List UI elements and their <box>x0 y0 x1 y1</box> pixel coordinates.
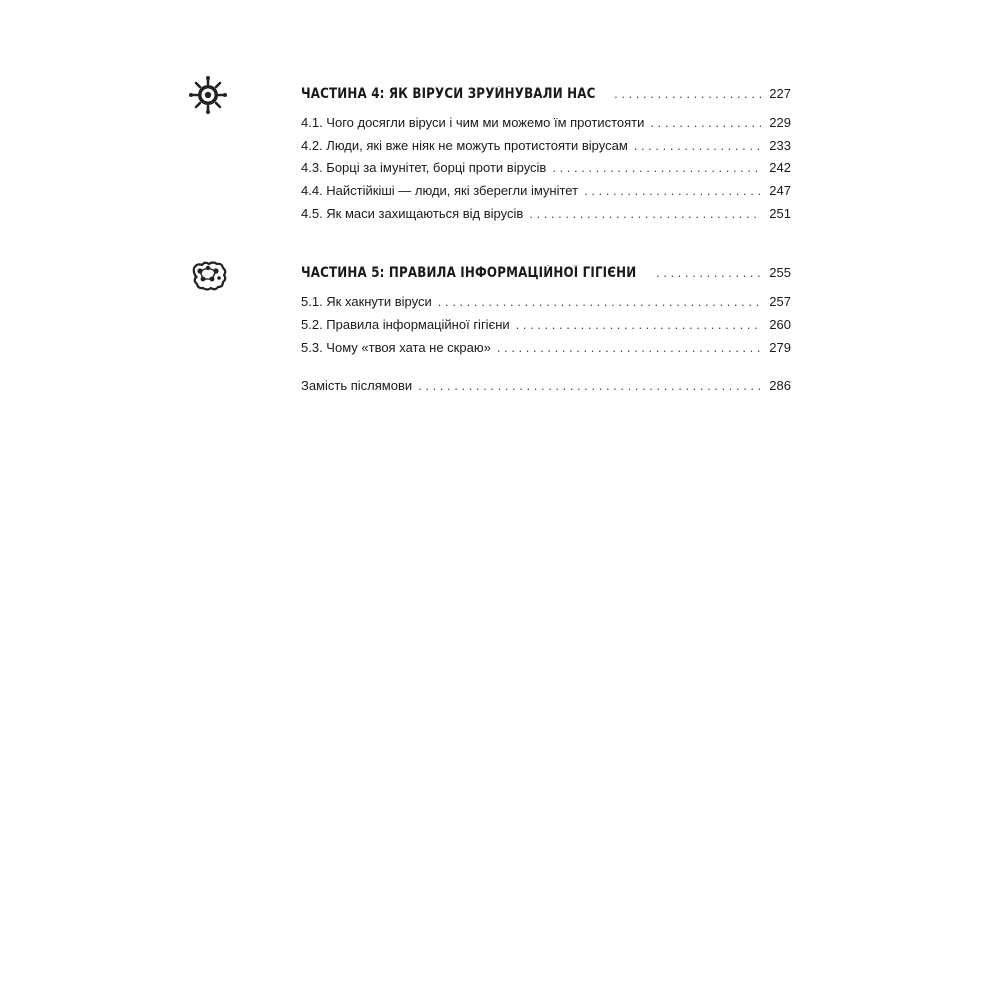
toc-leader-dots <box>438 294 762 309</box>
toc-leader-dots <box>634 138 762 153</box>
toc-afterword <box>301 378 791 393</box>
toc-item-title: 4.1. Чого досягли віруси і чим ми можемо їм протистояти <box>301 115 645 130</box>
toc-leader-dots <box>516 317 762 332</box>
virus-sun-icon <box>188 75 228 115</box>
toc-afterword-title: Замість післямови <box>301 378 413 393</box>
toc-item-title: 5.2. Правила інформаційної гігієни <box>301 317 510 332</box>
virus-cluster-icon <box>188 254 228 294</box>
toc-leader-dots <box>650 115 761 130</box>
toc-heading-title: ЧАСТИНА 4: ЯК ВІРУСИ ЗРУЙНУВАЛИ НАС <box>301 86 596 102</box>
toc-leader-dots <box>497 340 761 355</box>
toc-leader-dots <box>614 86 761 101</box>
toc-item-page: 229 <box>769 115 791 130</box>
toc-item-page: 251 <box>769 206 791 221</box>
toc-item <box>301 138 791 153</box>
toc-heading-part5 <box>301 265 791 281</box>
toc-heading-page: 227 <box>769 86 791 101</box>
toc-item-title: 5.1. Як хакнути віруси <box>301 294 432 309</box>
toc-item <box>301 183 791 198</box>
toc-heading-page: 255 <box>769 265 791 280</box>
toc-item-page: 242 <box>769 160 791 175</box>
toc-item <box>301 294 791 309</box>
toc-item <box>301 160 791 175</box>
toc-item <box>301 317 791 332</box>
toc-item-page: 260 <box>769 317 791 332</box>
toc-afterword-page: 286 <box>769 378 791 393</box>
toc-item-title: 4.5. Як маси захищаються від вірусів <box>301 206 524 221</box>
toc-item-page: 233 <box>769 138 791 153</box>
toc-leader-dots <box>656 265 761 280</box>
toc-leader-dots <box>584 183 761 198</box>
toc-item <box>301 115 791 130</box>
toc-item <box>301 206 791 221</box>
toc-item-title: 4.2. Люди, які вже ніяк не можуть протистояти вірусам <box>301 138 628 153</box>
toc-item <box>301 340 791 355</box>
toc-leader-dots <box>418 378 761 393</box>
toc-item-title: 4.3. Борці за імунітет, борці проти вірусів <box>301 160 547 175</box>
toc-leader-dots <box>552 160 761 175</box>
toc-leader-dots <box>529 206 761 221</box>
toc-heading-title: ЧАСТИНА 5: ПРАВИЛА ІНФОРМАЦІЙНОЇ ГІГІЄНИ <box>301 265 637 281</box>
toc-item-page: 257 <box>769 294 791 309</box>
toc-item-page: 247 <box>769 183 791 198</box>
toc-heading-part4 <box>301 86 791 102</box>
toc-item-title: 4.4. Найстійкіші — люди, які зберегли імунітет <box>301 183 579 198</box>
toc-item-page: 279 <box>769 340 791 355</box>
toc-item-title: 5.3. Чому «твоя хата не скраю» <box>301 340 491 355</box>
